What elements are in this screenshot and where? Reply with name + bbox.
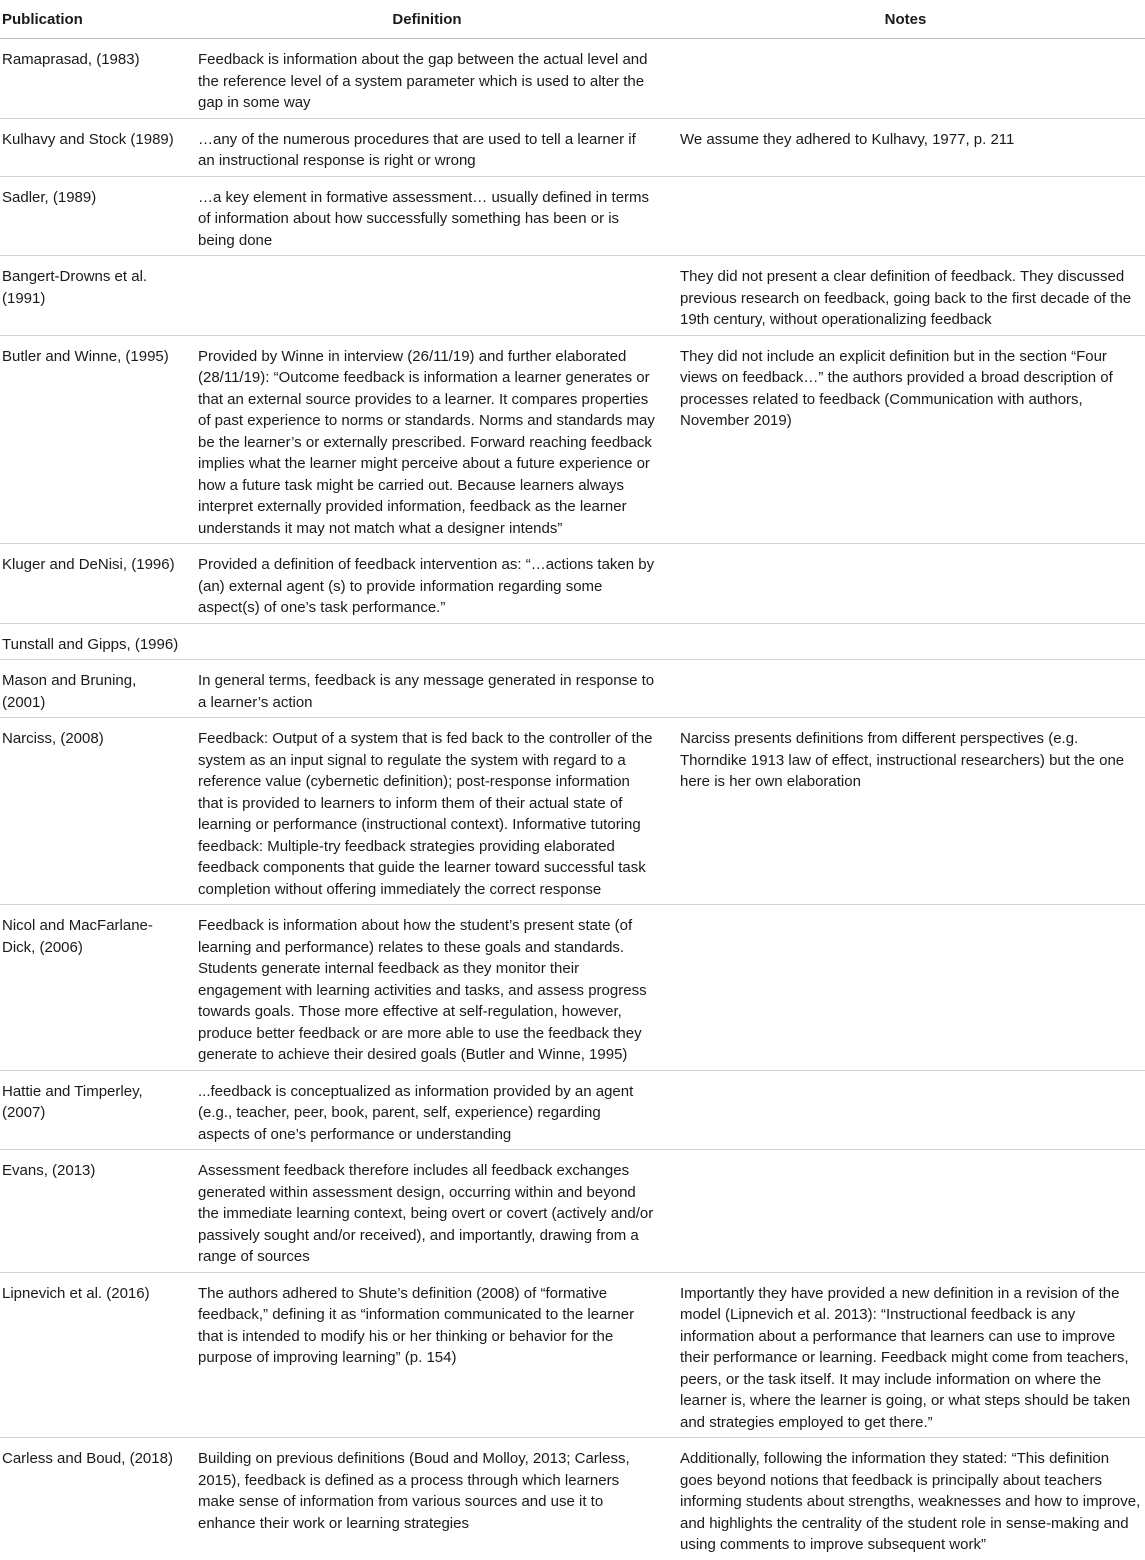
table-row xyxy=(0,718,1145,905)
definition-cell: ...feedback is conceptualized as information provided by an agent (e.g., teacher, peer, book, parent, self, experience) regarding aspects of one’s performance or understanding xyxy=(188,1070,668,1150)
notes-cell: They did not present a clear definition of feedback. They discussed previous research on feedback, going back to the first decade of the 19th century, without operationalizing feedback xyxy=(668,256,1145,336)
notes-cell xyxy=(668,660,1145,718)
definition-cell: …any of the numerous procedures that are used to tell a learner if an instructional response is right or wrong xyxy=(188,118,668,176)
column-header-publication: Publication xyxy=(0,0,188,39)
publication-cell: Kluger and DeNisi, (1996) xyxy=(0,544,188,624)
notes-cell xyxy=(668,905,1145,1071)
definition-cell: In general terms, feedback is any message generated in response to a learner’s action xyxy=(188,660,668,718)
table-row xyxy=(0,905,1145,1071)
definition-cell: Feedback is information about how the student’s present state (of learning and performance) relates to these goals and standards. Students generate internal feedback as they monitor their engagement with learning activities and tasks, and assess progress towards goals. Those more effective at self-regulation, however, produce better feedback or are more able to use the feedback they generate to achieve their desired goals (Butler and Winne, 1995) xyxy=(188,905,668,1071)
table-row xyxy=(0,256,1145,336)
notes-cell: They did not include an explicit definition but in the section “Four views on feedback…” the authors provided a broad description of processes related to feedback (Communication with authors, November 2019) xyxy=(668,335,1145,544)
table-header xyxy=(0,0,1145,39)
table-row xyxy=(0,623,1145,660)
definition-cell xyxy=(188,623,668,660)
table-row xyxy=(0,1438,1145,1560)
notes-cell xyxy=(668,1070,1145,1150)
publication-cell: Ramaprasad, (1983) xyxy=(0,39,188,119)
table-row xyxy=(0,660,1145,718)
column-header-notes: Notes xyxy=(668,0,1145,39)
definition-cell: Feedback is information about the gap between the actual level and the reference level of a system parameter which is used to alter the gap in some way xyxy=(188,39,668,119)
notes-cell xyxy=(668,1150,1145,1273)
publication-cell: Narciss, (2008) xyxy=(0,718,188,905)
notes-cell: We assume they adhered to Kulhavy, 1977, p. 211 xyxy=(668,118,1145,176)
publication-cell: Mason and Bruning, (2001) xyxy=(0,660,188,718)
definition-cell: The authors adhered to Shute’s definition (2008) of “formative feedback,” defining it as “information communicated to the learner that is intended to modify his or her thinking or behavior for the purpose of improving learning” (p. 154) xyxy=(188,1272,668,1438)
publication-cell: Kulhavy and Stock (1989) xyxy=(0,118,188,176)
column-header-definition: Definition xyxy=(188,0,668,39)
definition-cell: Assessment feedback therefore includes all feedback exchanges generated within assessment design, occurring within and beyond the immediate learning context, being overt or covert (actively and/or passively sought and/or received), and importantly, drawing from a range of sources xyxy=(188,1150,668,1273)
table-row xyxy=(0,39,1145,119)
table-row xyxy=(0,1272,1145,1438)
publication-cell: Tunstall and Gipps, (1996) xyxy=(0,623,188,660)
definition-cell: Feedback: Output of a system that is fed back to the controller of the system as an input signal to regulate the system with regard to a reference value (cybernetic definition); post-response information that is provided to learners to inform them of their actual state of learning or performance (instructional context). Informative tutoring feedback: Multiple-try feedback strategies providing elaborated feedback components that guide the learner toward successful task completion without offering immediately the correct response xyxy=(188,718,668,905)
definition-cell: …a key element in formative assessment… usually defined in terms of information about how successfully something has been or is being done xyxy=(188,176,668,256)
publication-cell: Bangert-Drowns et al. (1991) xyxy=(0,256,188,336)
notes-cell xyxy=(668,176,1145,256)
table-row xyxy=(0,544,1145,624)
notes-cell: Importantly they have provided a new definition in a revision of the model (Lipnevich et al. 2013): “Instructional feedback is any information about a performance that learners can use to improve their performance or learning. Feedback might come from teachers, peers, or the task itself. It may include information on where the learner is, where the learner is going, or what steps should be taken and strategies employed to get there.” xyxy=(668,1272,1145,1438)
table-row xyxy=(0,335,1145,544)
definition-cell xyxy=(188,256,668,336)
publication-cell: Lipnevich et al. (2016) xyxy=(0,1272,188,1438)
definition-cell: Provided by Winne in interview (26/11/19) and further elaborated (28/11/19): “Outcome feedback is information a learner generates or that an external source provides to a learner. It compares properties of past experience to norms or standards. Norms and standards may be the learner’s or externally prescribed. Forward reaching feedback implies what the learner might perceive about a future experience or how a future task might be carried out. Because learners always interpret externally provided information, feedback as the learner understands it may not match what a designer intends” xyxy=(188,335,668,544)
notes-cell: Narciss presents definitions from different perspectives (e.g. Thorndike 1913 law of effect, instructional researchers) but the one here is her own elaboration xyxy=(668,718,1145,905)
definition-cell: Provided a definition of feedback intervention as: “…actions taken by (an) external agent (s) to provide information regarding some aspect(s) of one’s task performance.” xyxy=(188,544,668,624)
notes-cell: Additionally, following the information they stated: “This definition goes beyond notions that feedback is principally about teachers informing students about strengths, weaknesses and how to improve, and highlights the centrality of the student role in sense-making and using comments to improve subsequent work” xyxy=(680,1450,1141,1553)
publication-cell: Sadler, (1989) xyxy=(0,176,188,256)
notes-cell xyxy=(668,623,1145,660)
table-body xyxy=(0,39,1145,1560)
table-row xyxy=(0,1070,1145,1150)
table-row xyxy=(0,176,1145,256)
definition-cell: Building on previous definitions (Boud and Molloy, 2013; Carless, 2015), feedback is defined as a process through which learners make sense of information from various sources and use it to enhance their work or learning strategies xyxy=(198,1450,630,1532)
publication-cell: Nicol and MacFarlane-Dick, (2006) xyxy=(0,905,188,1071)
publication-cell: Carless and Boud, (2018) xyxy=(2,1450,173,1467)
header-row xyxy=(0,0,1145,39)
table-row xyxy=(0,118,1145,176)
publication-cell: Butler and Winne, (1995) xyxy=(0,335,188,544)
publication-cell: Hattie and Timperley, (2007) xyxy=(0,1070,188,1150)
notes-cell xyxy=(668,544,1145,624)
table-row xyxy=(0,1150,1145,1273)
publication-cell: Evans, (2013) xyxy=(0,1150,188,1273)
notes-cell xyxy=(668,39,1145,119)
